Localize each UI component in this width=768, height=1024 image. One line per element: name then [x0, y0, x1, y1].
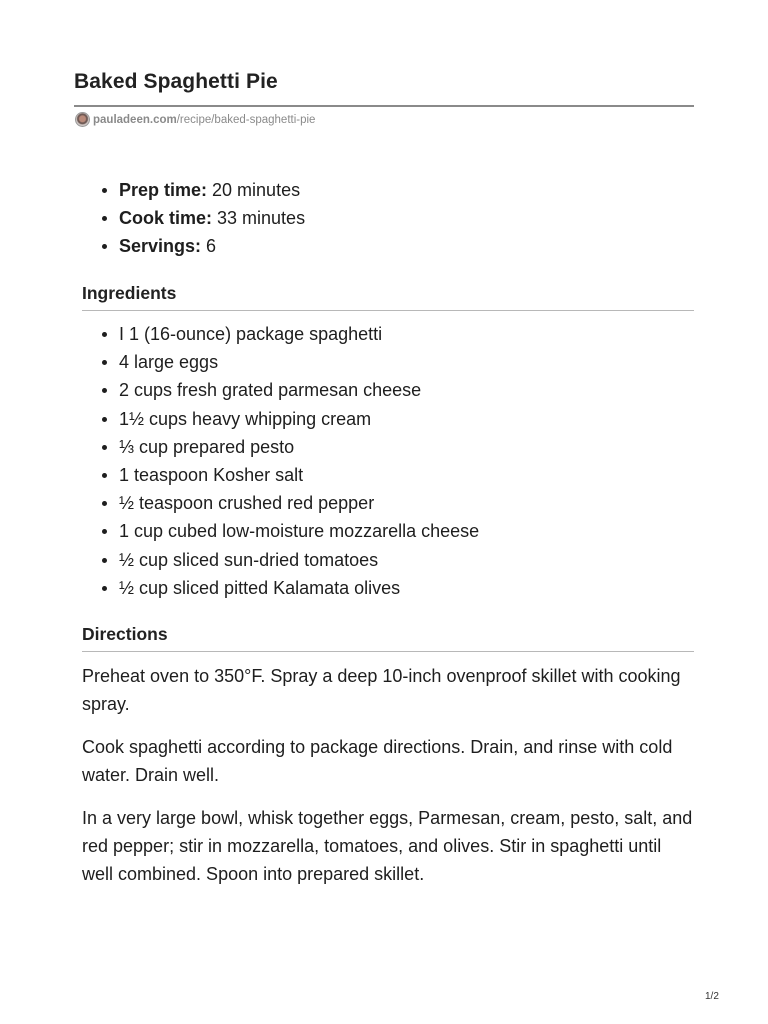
- directions-body: [82, 662, 694, 903]
- direction-step: Preheat oven to 350°F. Spray a deep 10-inch ovenproof skillet with cooking spray.: [82, 666, 681, 714]
- page-number: 1/2: [705, 991, 719, 1002]
- list-item: [82, 176, 305, 204]
- meta-value: 6: [201, 236, 217, 256]
- list-item: ½ cup sliced sun-dried tomatoes: [82, 546, 479, 574]
- list-item: [82, 204, 305, 232]
- meta-value: 33 minutes: [212, 208, 306, 228]
- directions-divider: [82, 651, 694, 652]
- page-title: Baked Spaghetti Pie: [74, 70, 278, 93]
- list-item: [82, 232, 305, 260]
- meta-value: 20 minutes: [207, 180, 301, 200]
- list-item: 1½ cups heavy whipping cream: [82, 405, 479, 433]
- meta-label: Servings:: [119, 236, 202, 256]
- title-divider: [74, 105, 694, 107]
- directions-heading: Directions: [82, 624, 168, 644]
- source-link[interactable]: [75, 112, 315, 127]
- ingredients-list: [82, 320, 479, 602]
- list-item: 1 cup cubed low-moisture mozzarella cheese: [82, 517, 479, 545]
- meta-label: Cook time:: [119, 208, 213, 228]
- list-item: 2 cups fresh grated parmesan cheese: [82, 376, 479, 404]
- ingredients-divider: [82, 310, 694, 311]
- source-path[interactable]: /recipe/baked-spaghetti-pie: [176, 113, 316, 126]
- site-favicon-icon: [75, 112, 90, 127]
- direction-step: In a very large bowl, whisk together eggs, Parmesan, cream, pesto, salt, and red pepper; stir in mozzarella, tomatoes, and olives. Stir in spaghetti until well combined. Spoon into prepared skillet.: [82, 808, 693, 884]
- list-item: 4 large eggs: [82, 348, 479, 376]
- list-item: ½ cup sliced pitted Kalamata olives: [82, 574, 479, 602]
- list-item: ½ teaspoon crushed red pepper: [82, 489, 479, 517]
- recipe-meta-list: [82, 176, 305, 260]
- list-item: I 1 (16-ounce) package spaghetti: [82, 320, 479, 348]
- list-item: ⅓ cup prepared pesto: [82, 433, 479, 461]
- list-item: 1 teaspoon Kosher salt: [82, 461, 479, 489]
- source-domain[interactable]: pauladeen.com: [93, 113, 177, 126]
- meta-label: Prep time:: [119, 180, 208, 200]
- ingredients-heading: Ingredients: [82, 283, 177, 303]
- direction-step: Cook spaghetti according to package directions. Drain, and rinse with cold water. Drain well.: [82, 737, 673, 785]
